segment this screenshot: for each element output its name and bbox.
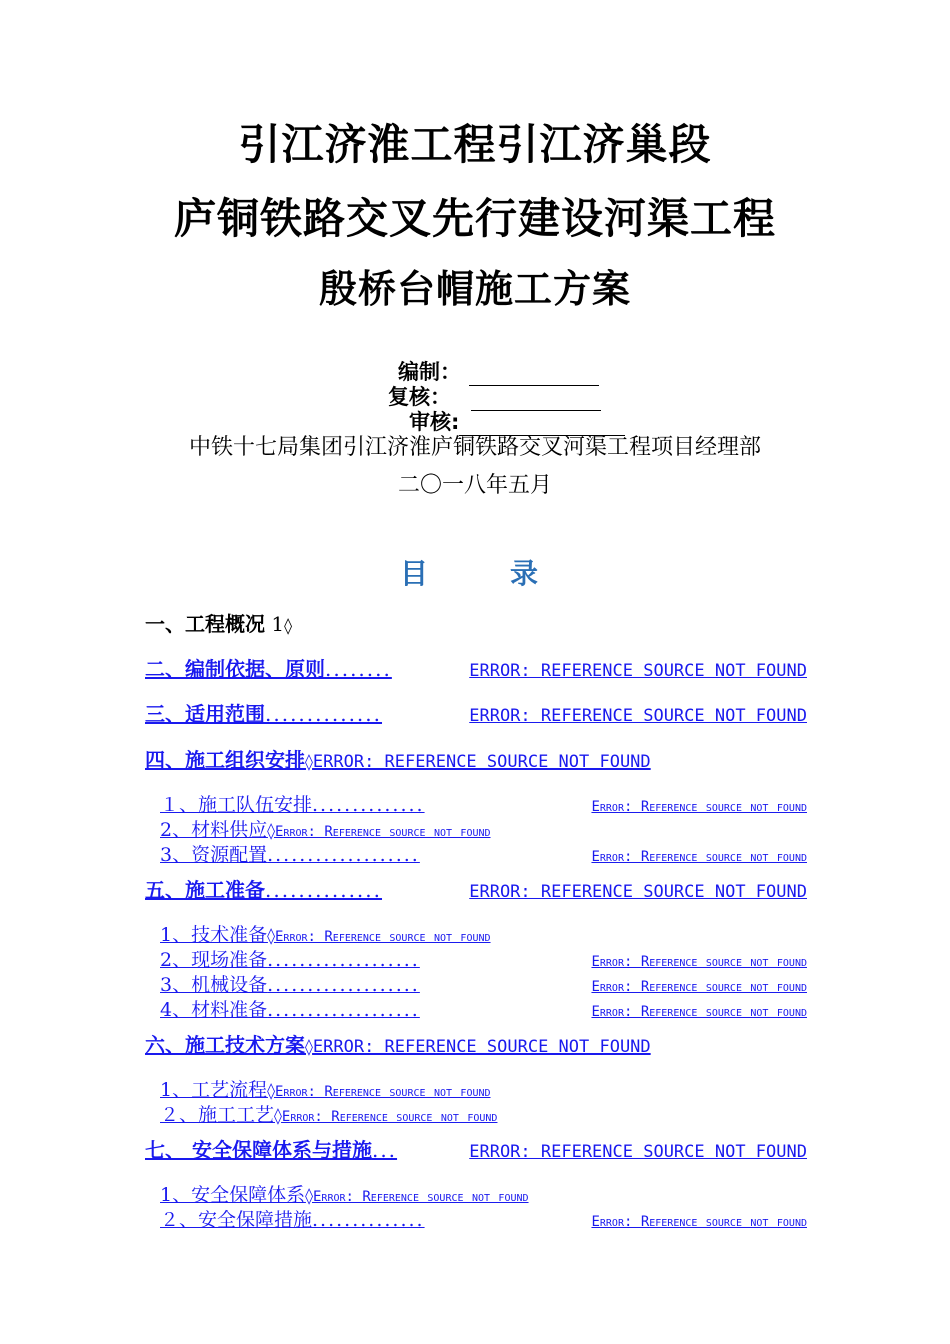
toc-entry-label: 六、施工技术方案 (145, 1033, 305, 1057)
toc-entry-label: 2、现场准备 (160, 949, 268, 971)
toc-reference-error: ERROR: REFERENCE SOURCE NOT FOUND (312, 1037, 651, 1057)
toc-reference-error: ERROR: REFERENCE SOURCE NOT FOUND (469, 1142, 807, 1162)
toc-entry-4-1[interactable] (160, 793, 807, 818)
toc-entry-label: 1、工艺流程 (160, 1079, 268, 1101)
field-marker-icon: ◊ (267, 1081, 275, 1100)
toc-entry-label: １、施工队伍安排 (160, 794, 313, 816)
toc-entry-label: 三、适用范围 (145, 702, 265, 726)
toc-entry-4-3[interactable] (160, 843, 807, 868)
toc-entry-page: 1 (271, 612, 285, 636)
toc-reference-error: Error: Reference source not found (591, 979, 807, 995)
toc-leader-dots: ........ (325, 657, 392, 681)
toc-entry-6-1[interactable] (160, 1078, 807, 1103)
toc-reference-error: Error: Reference source not found (591, 954, 807, 970)
toc-entry-label: 四、施工组织安排 (145, 748, 305, 772)
toc-entry-4[interactable] (145, 746, 807, 774)
toc-leader-dots: ................... (267, 844, 420, 866)
toc-leader-dots: ................... (267, 974, 420, 996)
toc-leader-dots: ................... (267, 949, 420, 971)
organization-name: 中铁十七局集团引江济淮庐铜铁路交叉河渠工程项目经理部 (188, 435, 761, 460)
toc-entry-label: 1、安全保障体系 (160, 1184, 306, 1206)
toc-entry-label: 二、编制依据、原则 (145, 657, 325, 681)
toc-entry-5-2[interactable] (160, 948, 807, 973)
toc-entry-label: 一、工程概况 (145, 612, 265, 636)
field-marker-icon: ◊ (305, 752, 313, 771)
review-label: 复核： (388, 385, 451, 409)
toc-entry-label: ２、施工工艺 (160, 1104, 275, 1126)
toc-entry-label: 2、材料供应 (160, 819, 268, 841)
toc-reference-error: Error: Reference source not found (313, 1189, 529, 1205)
title-line-3: 殷桥台帽施工方案 (318, 267, 631, 311)
toc-leader-dots: .............. (265, 702, 383, 726)
toc-entry-4-2[interactable] (160, 818, 807, 843)
title-line-1: 引江济淮工程引江济巢段 (238, 120, 712, 169)
toc-leader-dots: ................... (267, 999, 420, 1021)
toc-reference-error: Error: Reference source not found (281, 1109, 498, 1125)
toc-reference-error: ERROR: REFERENCE SOURCE NOT FOUND (469, 882, 807, 902)
toc-heading (400, 552, 538, 592)
field-marker-icon: ◊ (274, 1106, 282, 1125)
toc-reference-error: ERROR: REFERENCE SOURCE NOT FOUND (312, 752, 651, 772)
toc-heading-char-2: 录 (510, 557, 539, 590)
toc-entry-label: 4、材料准备 (160, 999, 268, 1021)
toc-entry-label: 1、技术准备 (160, 924, 268, 946)
toc-leader-dots: ... (371, 1138, 398, 1162)
toc-reference-error: ERROR: REFERENCE SOURCE NOT FOUND (469, 661, 807, 681)
toc-reference-error: Error: Reference source not found (591, 1004, 807, 1020)
toc-entry-2[interactable] (145, 655, 807, 683)
field-marker-icon: ◊ (305, 1186, 313, 1205)
toc-reference-error: Error: Reference source not found (275, 824, 491, 840)
toc-entry-7-2[interactable] (160, 1208, 807, 1233)
field-marker-icon: ◊ (267, 821, 275, 840)
toc-entry-6[interactable] (145, 1031, 807, 1059)
toc-entry-6-2[interactable] (160, 1103, 807, 1128)
toc-entry-label: 五、施工准备 (145, 878, 265, 902)
toc-reference-error: ERROR: REFERENCE SOURCE NOT FOUND (469, 706, 807, 726)
toc-entry-1[interactable] (145, 610, 807, 638)
toc-entry-label: 七、 安全保障体系与措施 (145, 1138, 372, 1162)
toc-reference-error: Error: Reference source not found (591, 799, 807, 815)
toc-entry-7-1[interactable] (160, 1183, 807, 1208)
toc-entry-5-4[interactable] (160, 998, 807, 1023)
toc-leader-dots: .............. (265, 878, 383, 902)
field-marker-icon: ◊ (305, 1037, 313, 1056)
document-date: 二〇一八年五月 (397, 473, 552, 498)
toc-reference-error: Error: Reference source not found (591, 1214, 807, 1230)
toc-entry-5-3[interactable] (160, 973, 807, 998)
toc-entry-label: 3、机械设备 (160, 974, 268, 996)
toc-entry-7[interactable] (145, 1136, 807, 1164)
toc-reference-error: Error: Reference source not found (275, 929, 491, 945)
toc-entry-5[interactable] (145, 876, 807, 904)
toc-reference-error: Error: Reference source not found (591, 849, 807, 865)
toc-entry-label: ２、安全保障措施 (160, 1209, 313, 1231)
title-line-2: 庐铜铁路交叉先行建设河渠工程 (173, 194, 776, 243)
approve-label: 审核: (409, 410, 460, 434)
toc-heading-char-1: 目 (400, 557, 429, 590)
compile-label: 编制： (398, 360, 461, 384)
field-marker-icon: ◊ (284, 616, 292, 635)
field-marker-icon: ◊ (267, 926, 275, 945)
toc-entry-5-1[interactable] (160, 923, 807, 948)
toc-reference-error: Error: Reference source not found (275, 1084, 491, 1100)
toc-entry-label: 3、资源配置 (160, 844, 268, 866)
toc-entry-3[interactable] (145, 700, 807, 728)
toc-leader-dots: .............. (312, 794, 425, 816)
toc-leader-dots: .............. (312, 1209, 425, 1231)
